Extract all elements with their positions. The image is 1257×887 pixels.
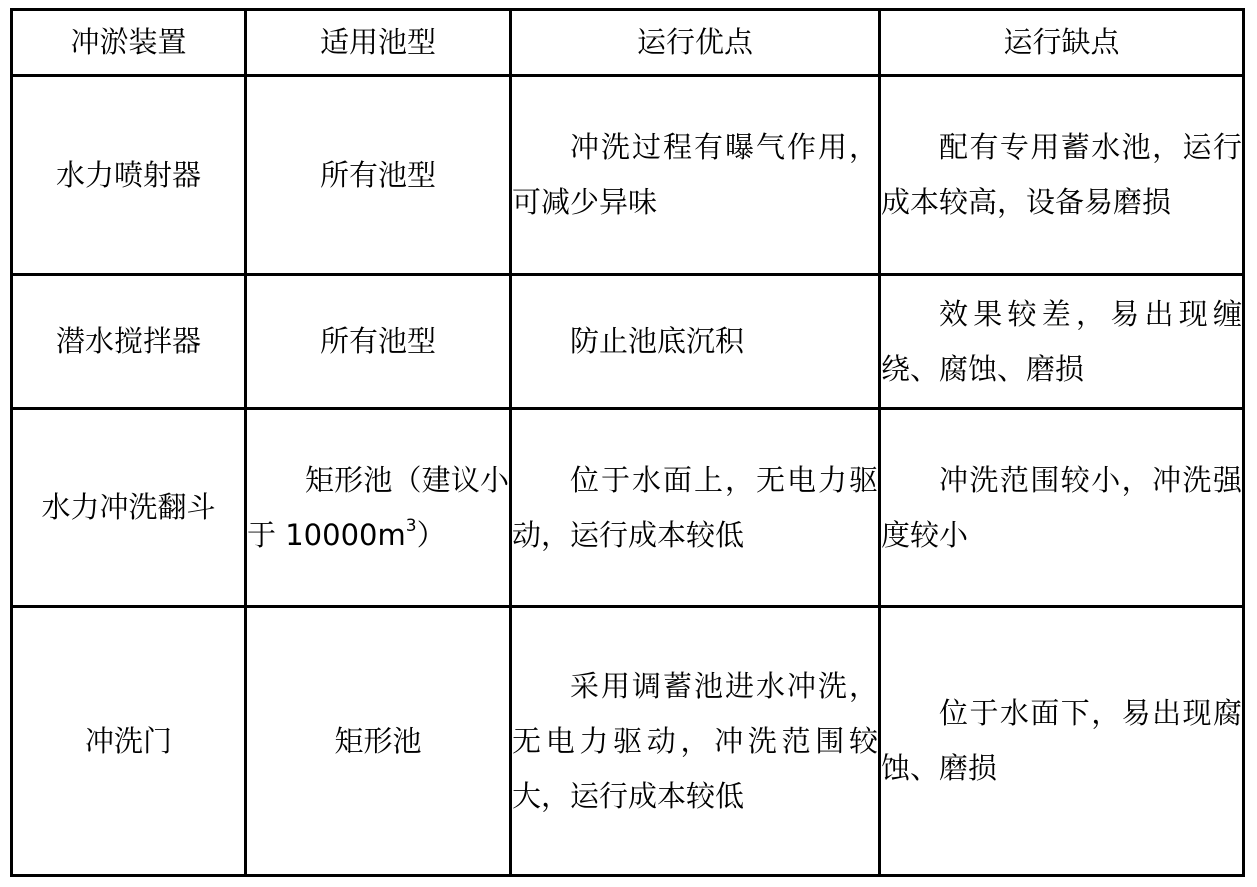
pool-type-main: 矩形池（建议小于 10000m xyxy=(247,462,509,552)
advantages-cell xyxy=(511,409,880,607)
pool-type-cell xyxy=(246,76,511,275)
header-device: 冲淤装置 xyxy=(12,10,246,76)
pool-type-superscript: 3 xyxy=(405,515,417,536)
device-cell: 潜水搅拌器 xyxy=(12,275,246,409)
disadvantages-text: 配有专用蓄水池，运行成本较高，设备易磨损 xyxy=(881,130,1242,219)
pool-type-text: 所有池型 xyxy=(319,157,436,192)
pool-type-tail: ） xyxy=(416,517,446,552)
pool-type-cell xyxy=(246,275,511,409)
disadvantages-cell xyxy=(880,607,1244,876)
table-row xyxy=(12,607,1244,876)
advantages-text: 防止池底沉积 xyxy=(570,324,745,358)
header-row xyxy=(12,10,1244,76)
disadvantages-cell xyxy=(880,275,1244,409)
pool-type-cell xyxy=(246,409,511,607)
table-row xyxy=(12,76,1244,275)
comparison-table xyxy=(10,8,1245,877)
pool-type-text: 所有池型 xyxy=(319,324,436,358)
advantages-text: 冲洗过程有曝气作用，可减少异味 xyxy=(512,130,878,219)
device-cell: 冲洗门 xyxy=(12,607,246,876)
disadvantages-cell xyxy=(880,76,1244,275)
header-advantages: 运行优点 xyxy=(511,10,880,76)
pool-type-text: 矩形池 xyxy=(334,723,422,758)
pool-type-cell xyxy=(246,607,511,876)
disadvantages-cell xyxy=(880,409,1244,607)
disadvantages-text: 效果较差，易出现缠绕、腐蚀、磨损 xyxy=(881,296,1242,386)
header-disadvantages: 运行缺点 xyxy=(880,10,1244,76)
disadvantages-text: 冲洗范围较小，冲洗强度较小 xyxy=(881,462,1242,552)
table-row xyxy=(12,409,1244,607)
device-cell: 水力喷射器 xyxy=(12,76,246,275)
table-row xyxy=(12,275,1244,409)
advantages-cell xyxy=(511,275,880,409)
advantages-text: 位于水面上，无电力驱动，运行成本较低 xyxy=(512,462,878,552)
advantages-cell xyxy=(511,76,880,275)
device-cell: 水力冲洗翻斗 xyxy=(12,409,246,607)
advantages-cell xyxy=(511,607,880,876)
advantages-text: 采用调蓄池进水冲洗，无电力驱动，冲洗范围较大，运行成本较低 xyxy=(512,668,878,813)
disadvantages-text: 位于水面下，易出现腐蚀、磨损 xyxy=(881,696,1242,785)
header-pool-type: 适用池型 xyxy=(246,10,511,76)
pool-type-text xyxy=(247,453,509,563)
